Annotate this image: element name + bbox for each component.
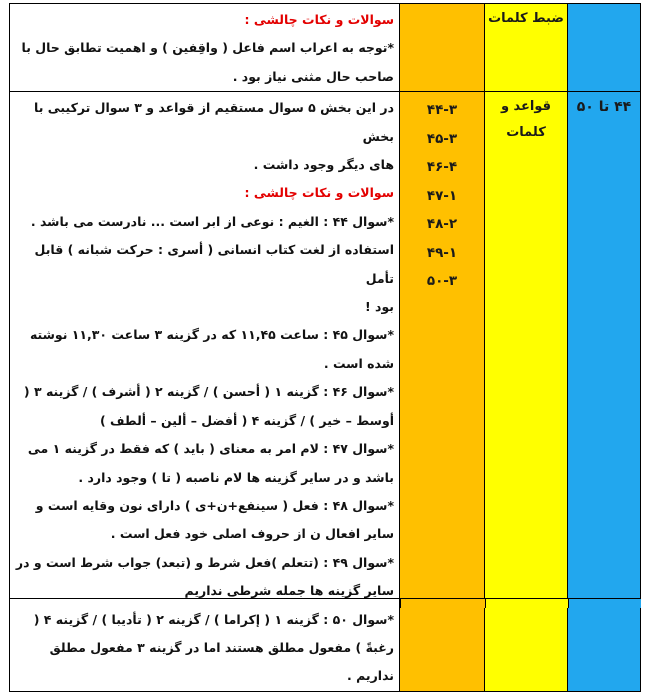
note-line: در این بخش ۵ سوال مستقیم از قواعد و ۳ سوال ترکیبی با بخش [34, 100, 394, 144]
answers-cell [400, 4, 485, 92]
note-line: أوسط – خیر ) / گزینه ۴ ( أفضل – ألین – ألطف ) [99, 412, 394, 428]
answer-item: ۴۶-۴ [426, 159, 458, 176]
note-line: *سوال ۴۹ : (تتعلم )فعل شرط و (تبعد) جواب شرط است و در [15, 554, 394, 570]
note-line: *سوال ۴۶ : گزینه ۱ ( أحسن ) / گزینه ۲ ( أشرف ) / گزینه ۳ ( [23, 384, 394, 400]
answer-key-table [9, 3, 641, 692]
answer-item: ۴۸-۲ [426, 216, 458, 233]
answer-item: ۴۵-۳ [426, 130, 458, 147]
answer-list [400, 92, 484, 296]
notes-cell [10, 4, 400, 92]
answer-item: ۵۰-۳ [426, 273, 458, 290]
table-row [10, 4, 641, 92]
challenge-heading: سوالات و نکات چالشی : [244, 12, 394, 27]
note-line: بود ! [365, 299, 394, 315]
range-cell [568, 4, 641, 92]
answer-item: ۴۴-۳ [426, 102, 458, 119]
question-range: ۴۴ تا ۵۰ [576, 99, 632, 116]
challenge-heading: سوالات و نکات چالشی : [244, 185, 394, 201]
note-line: های دیگر وجود داشت . [253, 157, 394, 173]
answer-item: ۴۹-۱ [426, 244, 458, 261]
note-line: *سوال ۴۵ : ساعت ۱۱,۴۵ که در گزینه ۳ ساعت ۱۱,۳۰ نوشته [29, 327, 394, 343]
topic-label: ضبط کلمات [488, 11, 564, 26]
answer-item: ۴۷-۱ [426, 187, 458, 204]
note-line: *سوال ۴۴ : الغیم : نوعی از ابر است ... نادرست می باشد . [30, 213, 394, 229]
topic-cell [485, 4, 568, 92]
note-line: باشد و در سایر گزینه ها لام ناصبه ( تا ) وجود دارد . [78, 469, 394, 485]
note-line: رغبةً ) مفعول مطلق هستند اما در گزینه ۳ مفعول مطلق نداریم . [49, 639, 394, 684]
note-line: استفاده از لغت کتاب انسانی ( أسری : حرکت شبانه ) قابل تأمل [34, 242, 394, 286]
note-line: *سوال ۴۷ : لام امر به معنای ( باید ) که فقط در گزینه ۱ می [27, 441, 394, 457]
topic-label: قواعد و کلمات [500, 99, 552, 141]
note-line: سایر افعال ن از حروف اصلی خود فعل است . [110, 526, 394, 542]
note-line: سایر گزینه ها جمله شرطی نداریم [184, 583, 394, 599]
note-line: *سوال ۴۸ : فعل ( سینفع+ن+ی ) دارای نون وقایه است و [35, 497, 394, 513]
note-line: صاحب حال مثنی نیاز بود . [232, 68, 394, 84]
note-line: *توجه به اعراب اسم فاعل ( واقِفین ) و اهمیت تطابق حال با [21, 40, 394, 56]
note-line: شده است . [323, 355, 394, 371]
note-line: *سوال ۵۰ : گزینه ۱ ( إکراما ) / گزینه ۲ ( تأدیبا ) / گزینه ۴ ( [33, 611, 394, 627]
